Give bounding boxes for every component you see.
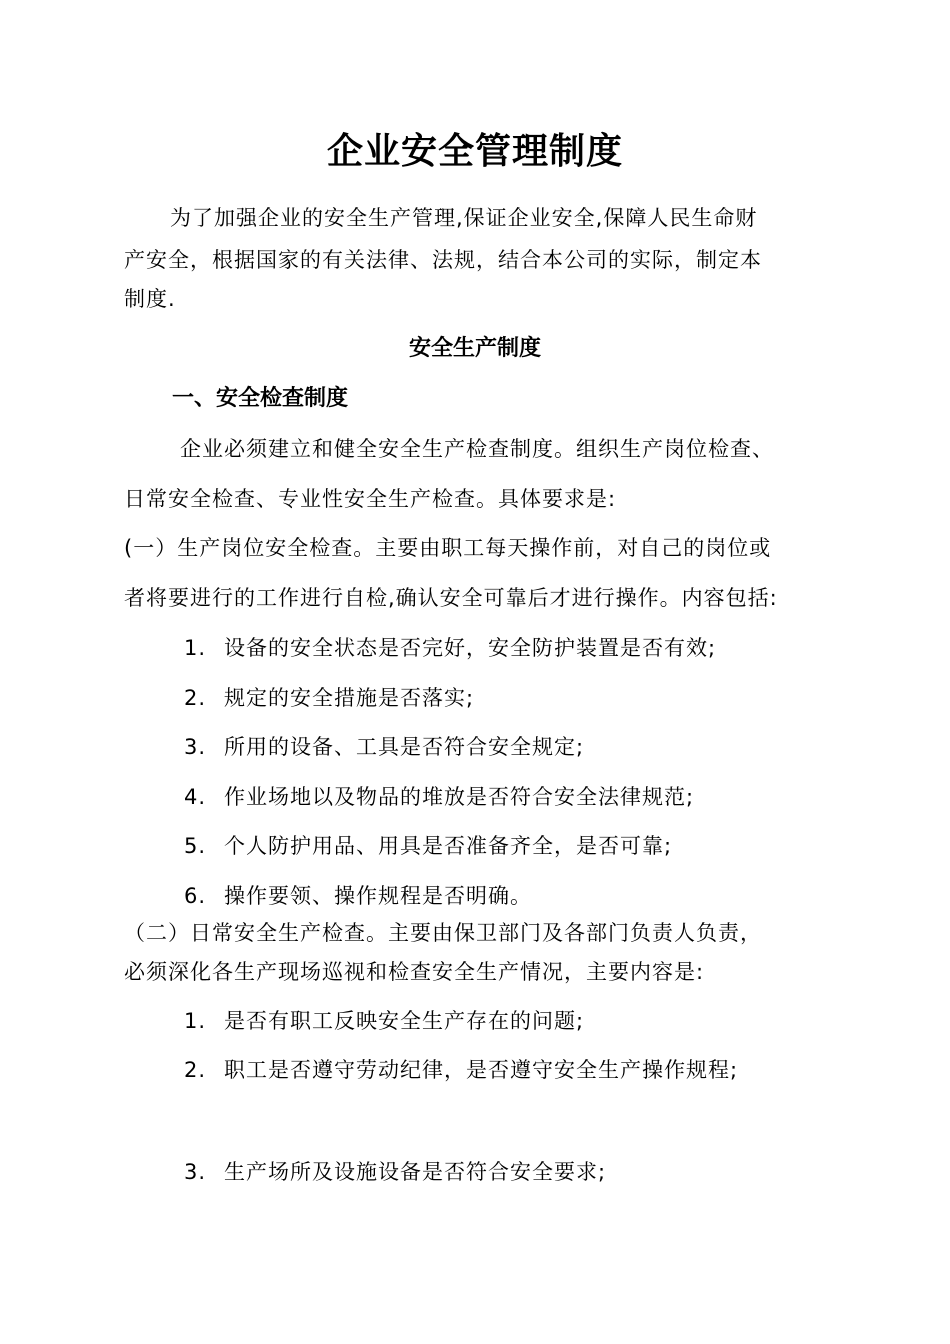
list-number: 1. [184, 1009, 207, 1033]
subsection-1-line-2: 者将要进行的工作进行自检,确认安全可靠后才进行操作。内容包括: [124, 586, 778, 610]
list-text: 操作要领、操作规程是否明确。 [224, 884, 532, 908]
list-number: 5. [184, 834, 207, 858]
section-title: 安全生产制度 [408, 336, 541, 361]
list-item [184, 1055, 738, 1085]
intro-line-1: 为了加强企业的安全生产管理,保证企业安全,保障人民生命财 [170, 206, 758, 230]
subsection-2-line-2: 必须深化各生产现场巡视和检查安全生产情况，主要内容是: [124, 960, 705, 984]
intro-line-3: 制度. [124, 287, 176, 311]
list-text: 作业场地以及物品的堆放是否符合安全法律规范; [224, 785, 695, 809]
list-number: 1. [184, 636, 207, 660]
list-item [184, 782, 694, 812]
list-text: 所用的设备、工具是否符合安全规定; [224, 735, 585, 759]
subsection-2-line-1: （二）日常安全生产检查。主要由保卫部门及各部门负责人负责， [124, 921, 762, 945]
document-title: 企业安全管理制度 [326, 130, 623, 172]
list-item [184, 1006, 584, 1036]
list-text: 生产场所及设施设备是否符合安全要求; [224, 1160, 607, 1184]
list-item [184, 633, 716, 663]
list-item [184, 683, 474, 713]
intro-line-2: 产安全，根据国家的有关法律、法规，结合本公司的实际，制定本 [124, 248, 762, 272]
list-number: 3. [184, 735, 207, 759]
list-number: 3. [184, 1160, 207, 1184]
list-number: 4. [184, 785, 207, 809]
list-text: 个人防护用品、用具是否准备齐全，是否可靠; [224, 834, 673, 858]
heading-safety-inspection: 一、安全检查制度 [172, 386, 349, 411]
list-item [184, 732, 584, 762]
list-item [184, 881, 532, 911]
list-number: 6. [184, 884, 207, 908]
paragraph-line-2: 日常安全检查、专业性安全生产检查。具体要求是: [124, 487, 617, 511]
list-item [184, 831, 672, 861]
list-number: 2. [184, 1058, 207, 1082]
list-text: 是否有职工反映安全生产存在的问题; [224, 1009, 585, 1033]
paragraph-line-1: 企业必须建立和健全安全生产检查制度。组织生产岗位检查、 [180, 437, 774, 461]
list-item [184, 1157, 606, 1187]
list-text: 设备的安全状态是否完好，安全防护装置是否有效; [224, 636, 717, 660]
list-text: 职工是否遵守劳动纪律，是否遵守安全生产操作规程; [224, 1058, 739, 1082]
subsection-1-line-1: (一）生产岗位安全检查。主要由职工每天操作前，对自己的岗位或 [124, 536, 772, 560]
list-number: 2. [184, 686, 207, 710]
list-text: 规定的安全措施是否落实; [224, 686, 475, 710]
